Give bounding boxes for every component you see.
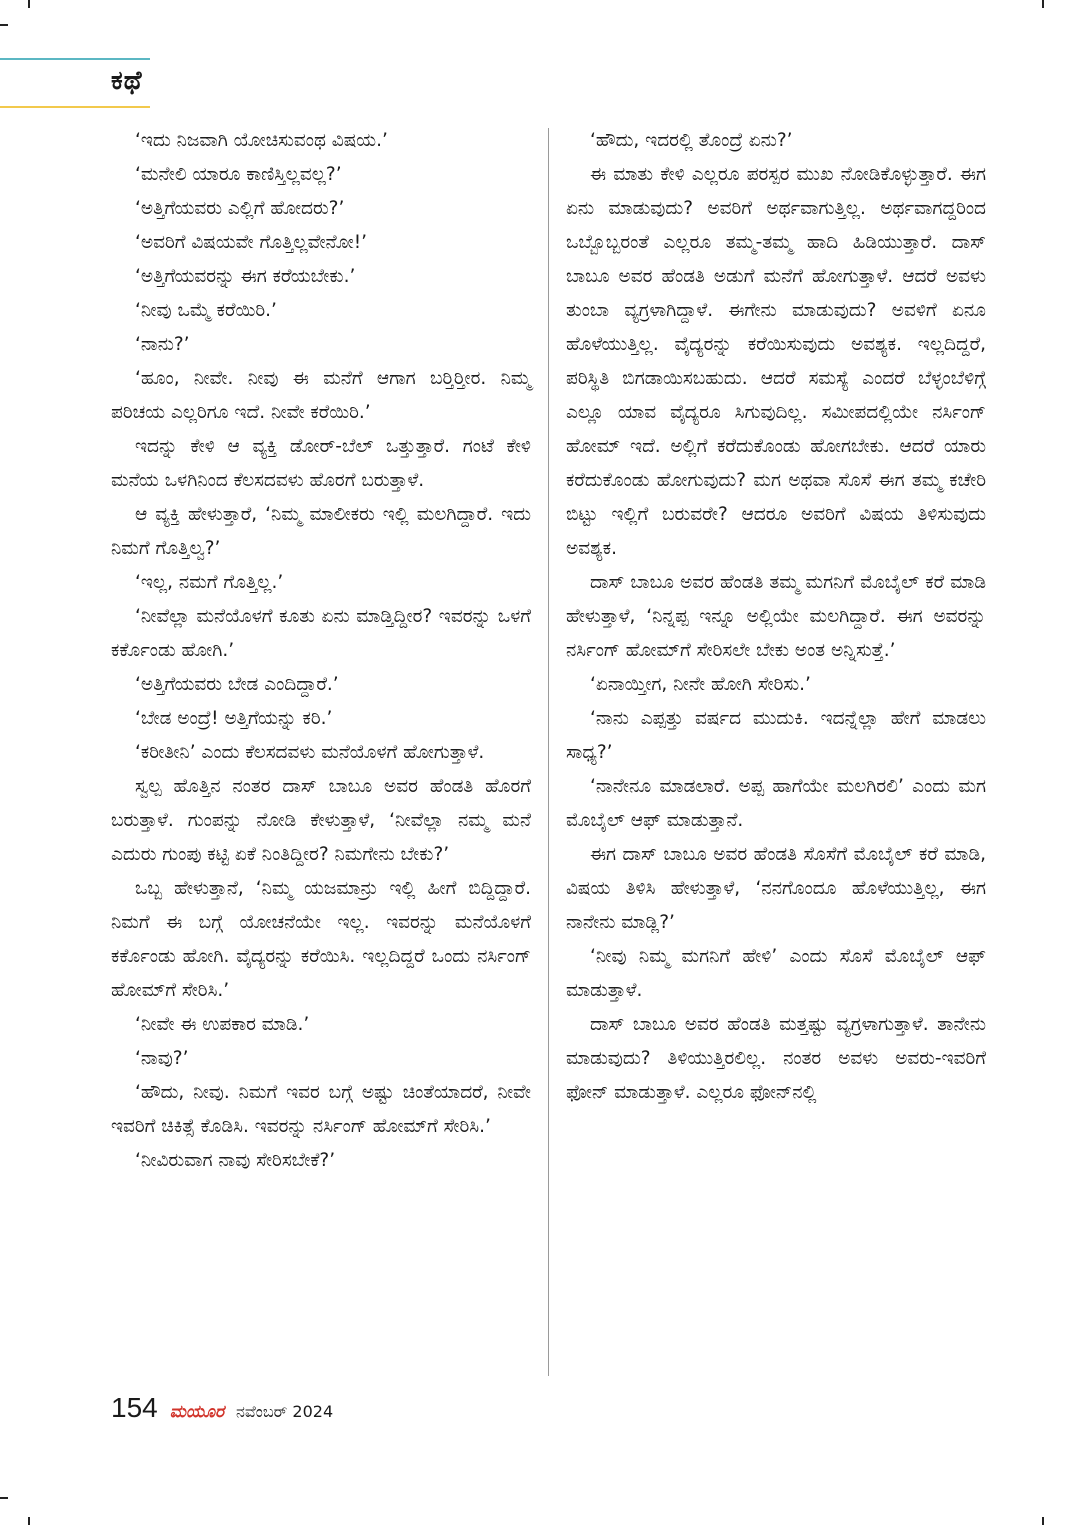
paragraph: ಆ ವ್ಯಕ್ತಿ ಹೇಳುತ್ತಾರೆ, ‘ನಿಮ್ಮ ಮಾಲೀಕರು ಇಲ್ಲಿ ಮಲಗಿದ್ದಾರೆ. ಇದು ನಿಮಗೆ ಗೊತ್ತಿಲ್ವ?’ — [111, 504, 531, 559]
right-column — [566, 124, 986, 1110]
paragraph: ದಾಸ್ ಬಾಬೂ ಅವರ ಹೆಂಡತಿ ಮತ್ತಷ್ಟು ವ್ಯಗ್ರಳಾಗುತ್ತಾಳೆ. ತಾನೇನು ಮಾಡುವುದು? ತಿಳಿಯುತ್ತಿರಲಿಲ್ಲ. ನಂತರ ಅವಳು ಅವರು-ಇವರಿಗೆ ಫೋನ್ ಮಾಡುತ್ತಾಳೆ. ಎಲ್ಲರೂ ಫೋನ್‌ನಲ್ಲಿ — [566, 1014, 986, 1103]
paragraph: ದಾಸ್ ಬಾಬೂ ಅವರ ಹೆಂಡತಿ ತಮ್ಮ ಮಗನಿಗೆ ಮೊಬೈಲ್ ಕರೆ ಮಾಡಿ ಹೇಳುತ್ತಾಳೆ, ‘ನಿನ್ನಪ್ಪ ಇನ್ನೂ ಅಲ್ಲಿಯೇ ಮಲಗಿದ್ದಾರೆ. ಈಗ ಅವರನ್ನು ನರ್ಸಿಂಗ್ ಹೋಮ್‌ಗೆ ಸೇರಿಸಲೇ ಬೇಕು ಅಂತ ಅನ್ನಿಸುತ್ತೆ.’ — [566, 572, 986, 661]
paragraph: ‘ನೀವು ನಿಮ್ಮ ಮಗನಿಗೆ ಹೇಳಿ’ ಎಂದು ಸೊಸೆ ಮೊಬೈಲ್ ಆಫ್ ಮಾಡುತ್ತಾಳೆ. — [566, 946, 986, 1001]
section-label: ಕಥೆ — [111, 66, 143, 96]
paragraph: ‘ಹೌದು, ನೀವು. ನಿಮಗೆ ಇವರ ಬಗ್ಗೆ ಅಷ್ಟು ಚಿಂತೆಯಾದರೆ, ನೀವೇ ಇವರಿಗೆ ಚಿಕಿತ್ಸೆ ಕೊಡಿಸಿ. ಇವರನ್ನು ನರ್ಸಿಂಗ್ ಹೋಮ್‌ಗೆ ಸೇರಿಸಿ.’ — [111, 1082, 531, 1137]
paragraph: ‘ಹೂಂ, ನೀವೇ. ನೀವು ಈ ಮನೆಗೆ ಆಗಾಗ ಬರ್‍ತಿರ್‍ತೀರ. ನಿಮ್ಮ ಪರಿಚಯ ಎಲ್ಲರಿಗೂ ಇದೆ. ನೀವೇ ಕರೆಯಿರಿ.’ — [111, 368, 531, 423]
paragraph: ‘ನೀವು ಒಮ್ಮೆ ಕರೆಯಿರಿ.’ — [135, 300, 277, 321]
paragraph: ಈಗ ದಾಸ್ ಬಾಬೂ ಅವರ ಹೆಂಡತಿ ಸೊಸೆಗೆ ಮೊಬೈಲ್ ಕರೆ ಮಾಡಿ, ವಿಷಯ ತಿಳಿಸಿ ಹೇಳುತ್ತಾಳೆ, ‘ನನಗೊಂದೂ ಹೊಳೆಯುತ್ತಿಲ್ಲ, ಈಗ ನಾನೇನು ಮಾಡ್ಲಿ?’ — [566, 844, 986, 933]
paragraph: ‘ಬೇಡ ಅಂದ್ರೆ! ಅತ್ತಿಗೆಯನ್ನು ಕರಿ.’ — [135, 708, 333, 729]
paragraph: ‘ಅತ್ತಿಗೆಯವರನ್ನು ಈಗ ಕರೆಯಬೇಕು.’ — [135, 266, 356, 287]
crop-mark — [1042, 0, 1044, 8]
paragraph: ಇದನ್ನು ಕೇಳಿ ಆ ವ್ಯಕ್ತಿ ಡೋರ್-ಬೆಲ್ ಒತ್ತುತ್ತಾರೆ. ಗಂಟೆ ಕೇಳಿ ಮನೆಯ ಒಳಗಿನಿಂದ ಕೆಲಸದವಳು ಹೊರಗೆ ಬರುತ್ತಾಳೆ. — [111, 436, 531, 491]
paragraph: ‘ಏನಾಯ್ತೀಗ, ನೀನೇ ಹೋಗಿ ಸೇರಿಸು.’ — [590, 674, 811, 695]
paragraph: ‘ಮನೇಲಿ ಯಾರೂ ಕಾಣಿಸ್ತಿಲ್ಲವಲ್ಲ?’ — [135, 164, 342, 185]
crop-mark — [0, 1497, 8, 1499]
left-column — [111, 124, 531, 1178]
page-footer — [111, 1392, 333, 1424]
crop-mark — [0, 24, 8, 26]
paragraph: ‘ನೀವೇ ಈ ಉಪಕಾರ ಮಾಡಿ.’ — [135, 1014, 310, 1035]
issue-date: ನವೆಂಬರ್ 2024 — [235, 1402, 334, 1421]
paragraph: ‘ಅತ್ತಿಗೆಯವರು ಎಲ್ಲಿಗೆ ಹೋದರು?’ — [135, 198, 345, 219]
paragraph: ‘ಕರೀತೀನಿ’ ಎಂದು ಕೆಲಸದವಳು ಮನೆಯೊಳಗೆ ಹೋಗುತ್ತಾಳೆ. — [135, 742, 485, 763]
crop-mark — [28, 1517, 30, 1525]
paragraph: ‘ಅತ್ತಿಗೆಯವರು ಬೇಡ ಎಂದಿದ್ದಾರೆ.’ — [135, 674, 339, 695]
paragraph: ‘ನೀವಿರುವಾಗ ನಾವು ಸೇರಿಸಬೇಕೆ?’ — [135, 1150, 336, 1171]
paragraph: ‘ಹೌದು, ಇದರಲ್ಲಿ ತೊಂದ್ರೆ ಏನು?’ — [590, 130, 793, 151]
page-number: 154 — [111, 1392, 158, 1423]
header-rule-top — [0, 58, 150, 60]
paragraph: ‘ನಾವು?’ — [135, 1048, 189, 1069]
paragraph: ‘ನಾನು?’ — [135, 334, 190, 355]
paragraph: ‘ನಾನು ಎಪ್ಪತ್ತು ವರ್ಷದ ಮುದುಕಿ. ಇದನ್ನೆಲ್ಲಾ ಹೇಗೆ ಮಾಡಲು ಸಾಧ್ಯ?’ — [566, 708, 986, 763]
paragraph: ಸ್ವಲ್ಪ ಹೊತ್ತಿನ ನಂತರ ದಾಸ್ ಬಾಬೂ ಅವರ ಹೆಂಡತಿ ಹೊರಗೆ ಬರುತ್ತಾಳೆ. ಗುಂಪನ್ನು ನೋಡಿ ಕೇಳುತ್ತಾಳೆ, ‘ನೀವೆಲ್ಲಾ ನಮ್ಮ ಮನೆ ಎದುರು ಗುಂಪು ಕಟ್ಟಿ ಏಕೆ ನಿಂತಿದ್ದೀರ? ನಿಮಗೇನು ಬೇಕು?’ — [111, 776, 531, 865]
paragraph: ‘ನೀವೆಲ್ಲಾ ಮನೆಯೊಳಗೆ ಕೂತು ಏನು ಮಾಡ್ತಿದ್ದೀರ? ಇವರನ್ನು ಒಳಗೆ ಕರ್ಕೊಂಡು ಹೋಗಿ.’ — [111, 606, 531, 661]
paragraph: ಒಬ್ಬ ಹೇಳುತ್ತಾನೆ, ‘ನಿಮ್ಮ ಯಜಮಾನ್ರು ಇಲ್ಲಿ ಹೀಗೆ ಬಿದ್ದಿದ್ದಾರೆ. ನಿಮಗೆ ಈ ಬಗ್ಗೆ ಯೋಚನೆಯೇ ಇಲ್ಲ. ಇವರನ್ನು ಮನೆಯೊಳಗೆ ಕರ್ಕೊಂಡು ಹೋಗಿ. ವೈದ್ಯರನ್ನು ಕರೆಯಿಸಿ. ಇಲ್ಲದಿದ್ದರೆ ಒಂದು ನರ್ಸಿಂಗ್ ಹೋಮ್‌ಗೆ ಸೇರಿಸಿ.’ — [111, 878, 531, 1001]
column-divider — [548, 128, 549, 1376]
header-rule-bottom — [0, 106, 150, 108]
paragraph: ‘ಇದು ನಿಜವಾಗಿ ಯೋಚಿಸುವಂಥ ವಿಷಯ.’ — [135, 130, 388, 151]
paragraph: ಈ ಮಾತು ಕೇಳಿ ಎಲ್ಲರೂ ಪರಸ್ಪರ ಮುಖ ನೋಡಿಕೊಳ್ಳುತ್ತಾರೆ. ಈಗ ಏನು ಮಾಡುವುದು? ಅವರಿಗೆ ಅರ್ಥವಾಗುತ್ತಿಲ್ಲ. ಅರ್ಥವಾಗದ್ದರಿಂದ ಒಬ್ಬೊಬ್ಬರಂತೆ ಎಲ್ಲರೂ ತಮ್ಮ-ತಮ್ಮ ಹಾದಿ ಹಿಡಿಯುತ್ತಾರೆ. ದಾಸ್ ಬಾಬೂ ಅವರ ಹೆಂಡತಿ ಅಡುಗೆ ಮನೆಗೆ ಹೋಗುತ್ತಾಳೆ. ಆದರೆ ಅವಳು ತುಂಬಾ ವ್ಯಗ್ರಳಾಗಿದ್ದಾಳೆ. ಈಗೇನು ಮಾಡುವುದು? ಅವಳಿಗೆ ಏನೂ ಹೊಳೆಯುತ್ತಿಲ್ಲ. ವೈದ್ಯರನ್ನು ಕರೆಯಿಸುವುದು ಅವಶ್ಯಕ. ಇಲ್ಲದಿದ್ದರೆ, ಪರಿಸ್ಥಿತಿ ಬಿಗಡಾಯಿಸಬಹುದು. ಆದರೆ ಸಮಸ್ಯೆ ಎಂದರೆ ಬೆಳ್ಳಂಬೆಳಿಗ್ಗೆ ಎಲ್ಲೂ ಯಾವ ವೈದ್ಯರೂ ಸಿಗುವುದಿಲ್ಲ. ಸಮೀಪದಲ್ಲಿಯೇ ನರ್ಸಿಂಗ್ ಹೋಮ್ ಇದೆ. ಅಲ್ಲಿಗೆ ಕರೆದುಕೊಂಡು ಹೋಗಬೇಕು. ಆದರೆ ಯಾರು ಕರೆದುಕೊಂಡು ಹೋಗುವುದು? ಮಗ ಅಥವಾ ಸೊಸೆ ಈಗ ತಮ್ಮ ಕಚೇರಿ ಬಿಟ್ಟು ಇಲ್ಲಿಗೆ ಬರುವರೇ? ಆದರೂ ಅವರಿಗೆ ವಿಷಯ ತಿಳಿಸುವುದು ಅವಶ್ಯಕ. — [566, 164, 986, 559]
paragraph: ‘ಅವರಿಗೆ ವಿಷಯವೇ ಗೊತ್ತಿಲ್ಲವೇನೋ!’ — [135, 232, 368, 253]
crop-mark — [1042, 1517, 1044, 1525]
paragraph: ‘ಇಲ್ಲ, ನಮಗೆ ಗೊತ್ತಿಲ್ಲ.’ — [135, 572, 284, 593]
magazine-logo: ಮಯೂರ — [169, 1402, 224, 1421]
paragraph: ‘ನಾನೇನೂ ಮಾಡಲಾರೆ. ಅಪ್ಪ ಹಾಗೆಯೇ ಮಲಗಿರಲಿ’ ಎಂದು ಮಗ ಮೊಬೈಲ್ ಆಫ್ ಮಾಡುತ್ತಾನೆ. — [566, 776, 986, 831]
crop-mark — [28, 0, 30, 8]
